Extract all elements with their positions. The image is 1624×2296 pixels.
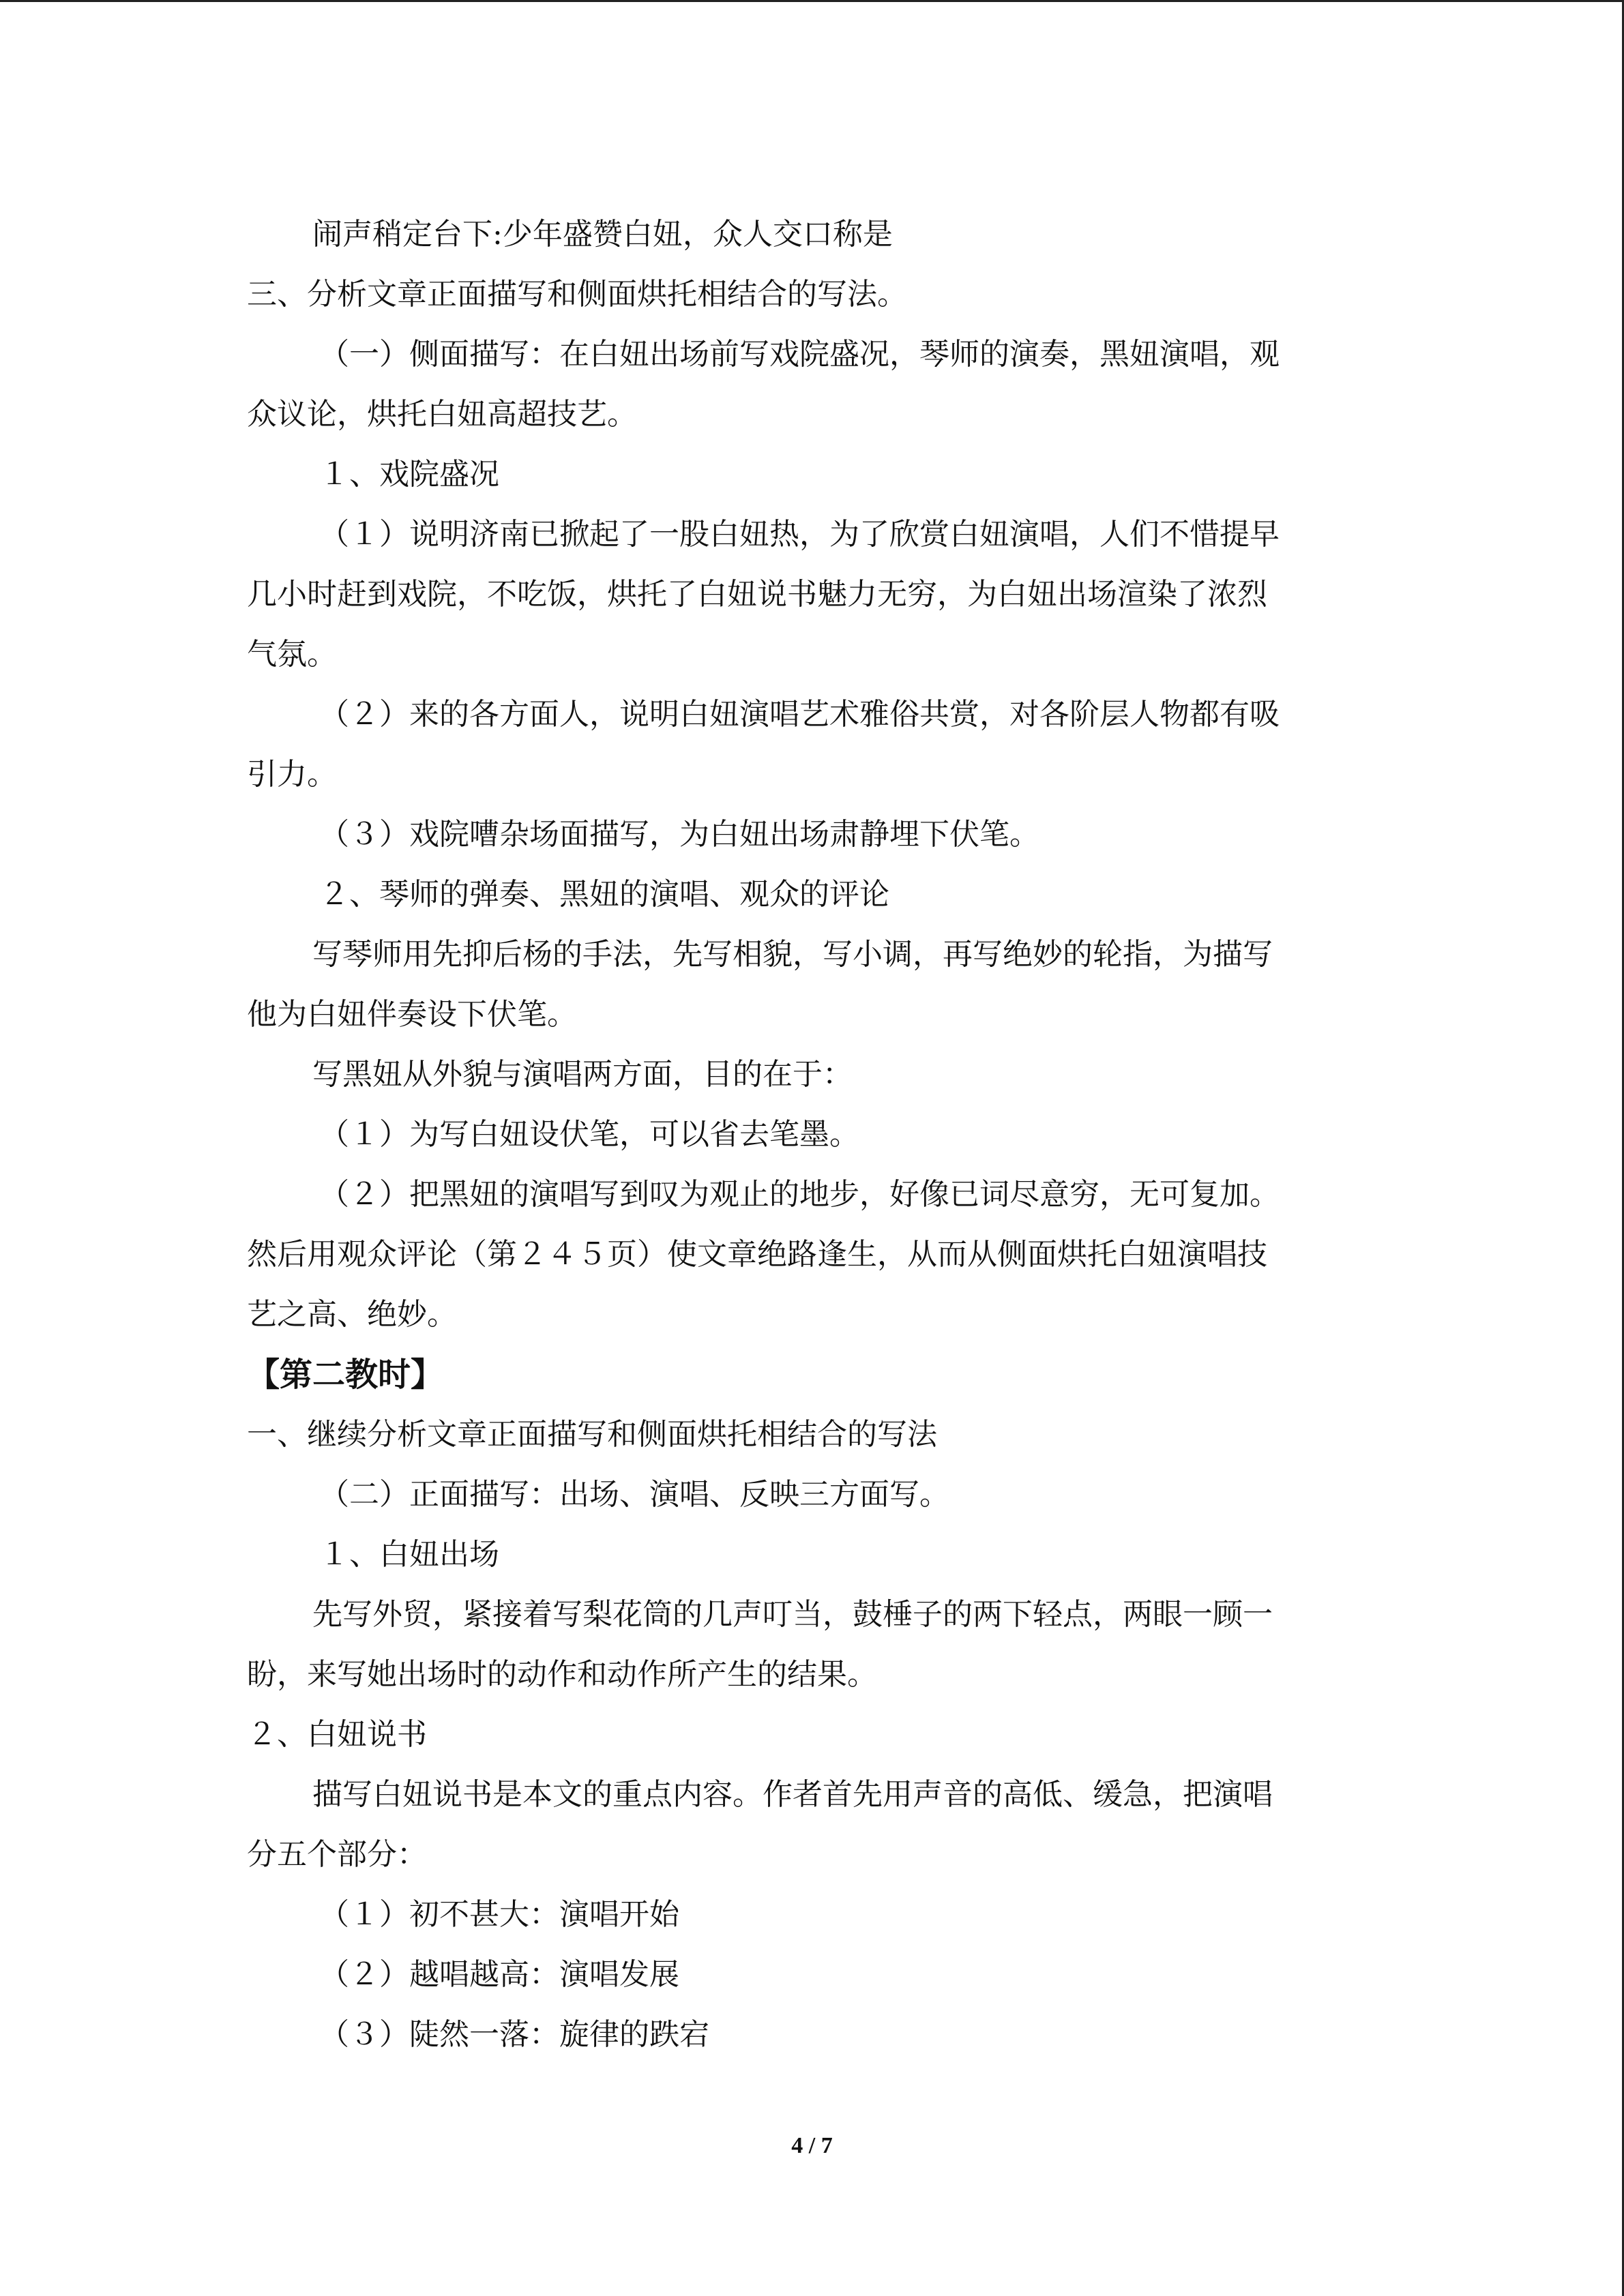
text-line: 艺之高、绝妙。	[247, 1297, 457, 1332]
subsection-heading: １、戏院盛况	[319, 457, 499, 492]
text-line: 几小时赶到戏院，不吃饭，烘托了白妞说书魅力无穷，为白妞出场渲染了浓烈	[247, 577, 1267, 612]
text-line: 分五个部分：	[247, 1837, 427, 1872]
text-line: （３）陡然一落：旋律的跌宕	[319, 2017, 709, 2052]
page-number: 4 / 7	[791, 2133, 833, 2158]
subsection-heading: １、白妞出场	[319, 1537, 499, 1572]
text-line: 然后用观众评论（第２４５页）使文章绝路逢生，从而从侧面烘托白妞演唱技	[247, 1237, 1267, 1272]
text-line: （２）来的各方面人，说明白妞演唱艺术雅俗共赏，对各阶层人物都有吸	[319, 697, 1280, 732]
lesson-heading: 【第二教时】	[247, 1356, 444, 1394]
text-line: 写黑妞从外貌与演唱两方面，目的在于：	[312, 1057, 853, 1092]
text-line: 描写白妞说书是本文的重点内容。作者首先用声音的高低、缓急，把演唱	[312, 1777, 1273, 1812]
section-heading: 三、分析文章正面描写和侧面烘托相结合的写法。	[247, 277, 907, 312]
text-line: 写琴师用先抑后杨的手法，先写相貌，写小调，再写绝妙的轮指，为描写	[312, 937, 1273, 972]
document-body	[247, 205, 1360, 2065]
text-line: 气氛。	[247, 637, 337, 672]
text-line: 盼，来写她出场时的动作和动作所产生的结果。	[247, 1657, 877, 1692]
top-border-line	[0, 0, 1624, 2]
text-line: 他为白妞伴奏设下伏笔。	[247, 997, 577, 1032]
subsection-heading: ２、琴师的弹奏、黑妞的演唱、观众的评论	[319, 877, 889, 912]
text-line: （２）把黑妞的演唱写到叹为观止的地步，好像已词尽意穷，无可复加。	[319, 1177, 1280, 1212]
text-line: （１）为写白妞设伏笔，可以省去笔墨。	[319, 1117, 859, 1152]
text-line: 众议论，烘托白妞高超技艺。	[247, 397, 637, 432]
text-line: 闹声稍定台下:少年盛赞白妞，众人交口称是	[312, 217, 893, 252]
text-line: 先写外贸，紧接着写梨花筒的几声叮当，鼓棰子的两下轻点，两眼一顾一	[312, 1597, 1273, 1632]
text-line: 引力。	[247, 757, 337, 792]
text-line: （１）初不甚大：演唱开始	[319, 1897, 679, 1932]
text-line: （３）戏院嘈杂场面描写，为白妞出场肃静埋下伏笔。	[319, 817, 1039, 852]
text-line: （一）侧面描写：在白妞出场前写戏院盛况，琴师的演奏，黑妞演唱，观	[319, 337, 1280, 372]
text-line: （二）正面描写：出场、演唱、反映三方面写。	[319, 1477, 949, 1512]
text-line: （１）说明济南已掀起了一股白妞热，为了欣赏白妞演唱，人们不惜提早	[319, 517, 1280, 552]
subsection-heading: ２、白妞说书	[247, 1717, 427, 1752]
section-heading: 一、继续分析文章正面描写和侧面烘托相结合的写法	[247, 1417, 937, 1452]
text-line: （２）越唱越高：演唱发展	[319, 1957, 679, 1992]
